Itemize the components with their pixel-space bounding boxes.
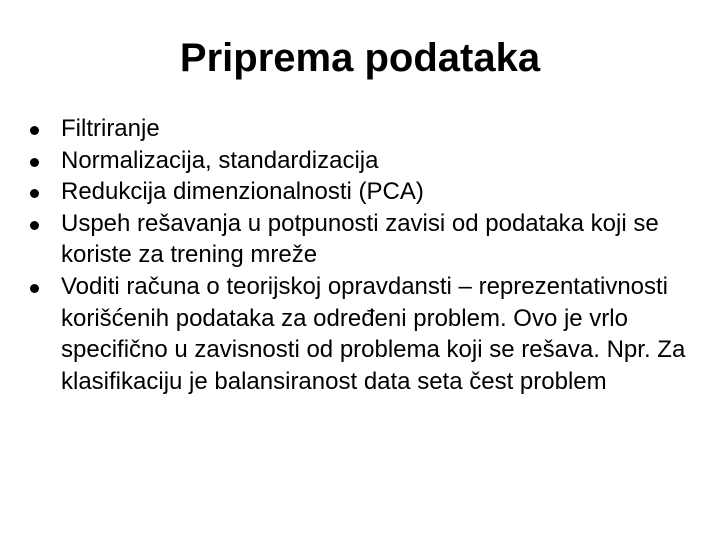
bullet-dot-icon (30, 221, 39, 230)
bullet-text: Voditi računa o teorijskoj opravdansti – reprezentativnosti korišćenih podataka za određeni problem. Ovo je vrlo specifično u zavisnosti od problema koji se rešava. Npr. Za klasifikaciju je balansiranost data seta čest problem (61, 272, 686, 395)
bullet-item-uspeh (27, 208, 687, 271)
bullet-item-normalizacija (27, 145, 687, 177)
bullet-dot-icon (30, 126, 39, 135)
bullet-item-filtriranje (27, 113, 687, 145)
bullet-text: Normalizacija, standardizacija (61, 146, 379, 174)
bullet-text: Filtriranje (61, 115, 160, 142)
bullet-dot-icon (30, 189, 39, 198)
bullet-dot-icon (30, 158, 39, 167)
bullet-text: Uspeh rešavanja u potpunosti zavisi od podataka koji se koriste za trening mreže (61, 209, 659, 269)
bullet-item-voditi-racuna (27, 271, 687, 397)
bullet-item-redukcija (27, 176, 687, 208)
bullet-text: Redukcija dimenzionalnosti (PCA) (61, 178, 424, 206)
bullet-list (27, 113, 687, 397)
slide-title: Priprema podataka (179, 36, 541, 80)
bullet-dot-icon (30, 284, 39, 293)
